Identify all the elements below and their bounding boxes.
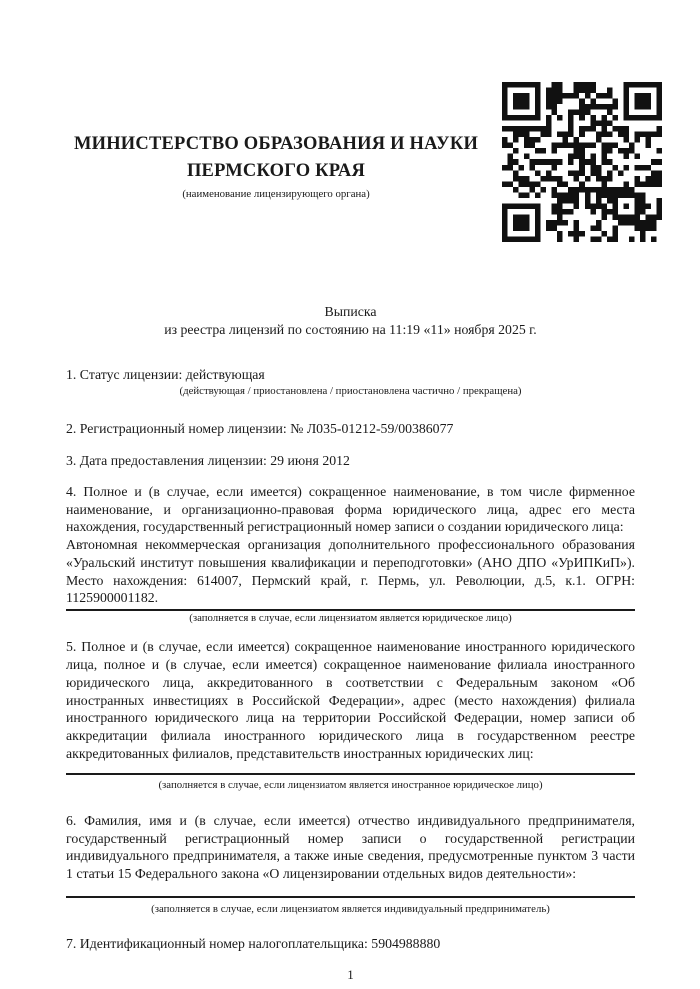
entrepreneur-note: (заполняется в случае, если лицензиатом является индивидуальный предприниматель)	[151, 902, 550, 915]
ministry-name-line2: ПЕРМСКОГО КРАЯ	[186, 161, 366, 181]
item-license-status	[66, 366, 635, 398]
taxpayer-number-text: 7. Идентификационный номер налогоплательщика: 5904988880	[66, 936, 441, 952]
entrepreneur-question: 6. Фамилия, имя и (в случае, если имеется) отчество индивидуального предпринимателя, государственный регистрационный номер записи о государственной регистрации индивидуального предпринимателя, а также иные сведения, предусмотренные пунктом 3 части 1 статьи 15 Федерального закона «О лицензировании отдельных видов деятельности»:	[66, 812, 635, 881]
item-registration-number	[66, 420, 635, 438]
foreign-entity-blank-line	[66, 764, 635, 775]
ministry-name	[66, 131, 486, 185]
item-foreign-entity	[66, 638, 635, 792]
entrepreneur-blank-line	[66, 886, 635, 898]
legal-entity-value: Автономная некоммерческая организация дополнительного профессионального образования «Уральский институт повышения квалификации и переподготовки» (АНО ДПО «УрИПКиП»). Место нахождения: 614007, Пермский край, г. Пермь, ул. Революции, д.5, к.1. ОГРН: 1125900001182.	[66, 537, 635, 606]
page-number: 1	[347, 966, 354, 982]
item-license-date	[66, 452, 635, 470]
foreign-entity-question: 5. Полное и (в случае, если имеется) сокращенное наименование иностранного юридического лица, полное и (в случае, если имеется) сокращенное наименование филиала иностранного юридического лица, аккредитованного в соответствии с Федеральным законом «Об иностранных инвестициях в Российской Федерации», адрес (место нахождения) филиала иностранного юридического лица на территории Российской Федерации, номер записи об аккредитации филиала иностранного юридического лица в государственном реестре аккредитованных филиалов, представительств иностранных юридических лиц:	[66, 639, 635, 761]
ministry-caption: (наименование лицензирующего органа)	[182, 188, 370, 200]
foreign-entity-note: (заполняется в случае, если лицензиатом является иностранное юридическое лицо)	[158, 779, 543, 792]
legal-entity-question: 4. Полное и (в случае, если имеется) сокращенное наименование, в том числе фирменное наименование, и организационно-правовая форма юридического лица, адрес его места нахождения, государственный регистрационный номер записи о создании юридического лица:	[66, 484, 635, 535]
legal-entity-ruled-block	[66, 483, 635, 611]
document-title-line2: из реестра лицензий по состоянию на 11:19 «11» ноября 2025 г.	[164, 321, 537, 337]
registration-number-text: 2. Регистрационный номер лицензии: № Л035-01212-59/00386077	[66, 420, 454, 436]
license-status-text: 1. Статус лицензии: действующая	[66, 367, 265, 383]
licensing-authority-block	[66, 131, 486, 201]
legal-entity-note: (заполняется в случае, если лицензиатом является юридическое лицо)	[189, 611, 512, 624]
document-title	[66, 303, 635, 338]
item-individual-entrepreneur	[66, 812, 635, 916]
item-legal-entity	[66, 483, 635, 625]
license-status-note: (действующая / приостановлена / приостановлена частично / прекращена)	[179, 385, 522, 398]
ministry-name-line1: МИНИСТЕРСТВО ОБРАЗОВАНИЯ И НАУКИ	[73, 134, 479, 154]
license-date-text: 3. Дата предоставления лицензии: 29 июня 2012	[66, 453, 350, 469]
document-header	[66, 0, 635, 303]
document-title-line1: Выписка	[324, 304, 377, 319]
item-taxpayer-number	[66, 935, 635, 953]
